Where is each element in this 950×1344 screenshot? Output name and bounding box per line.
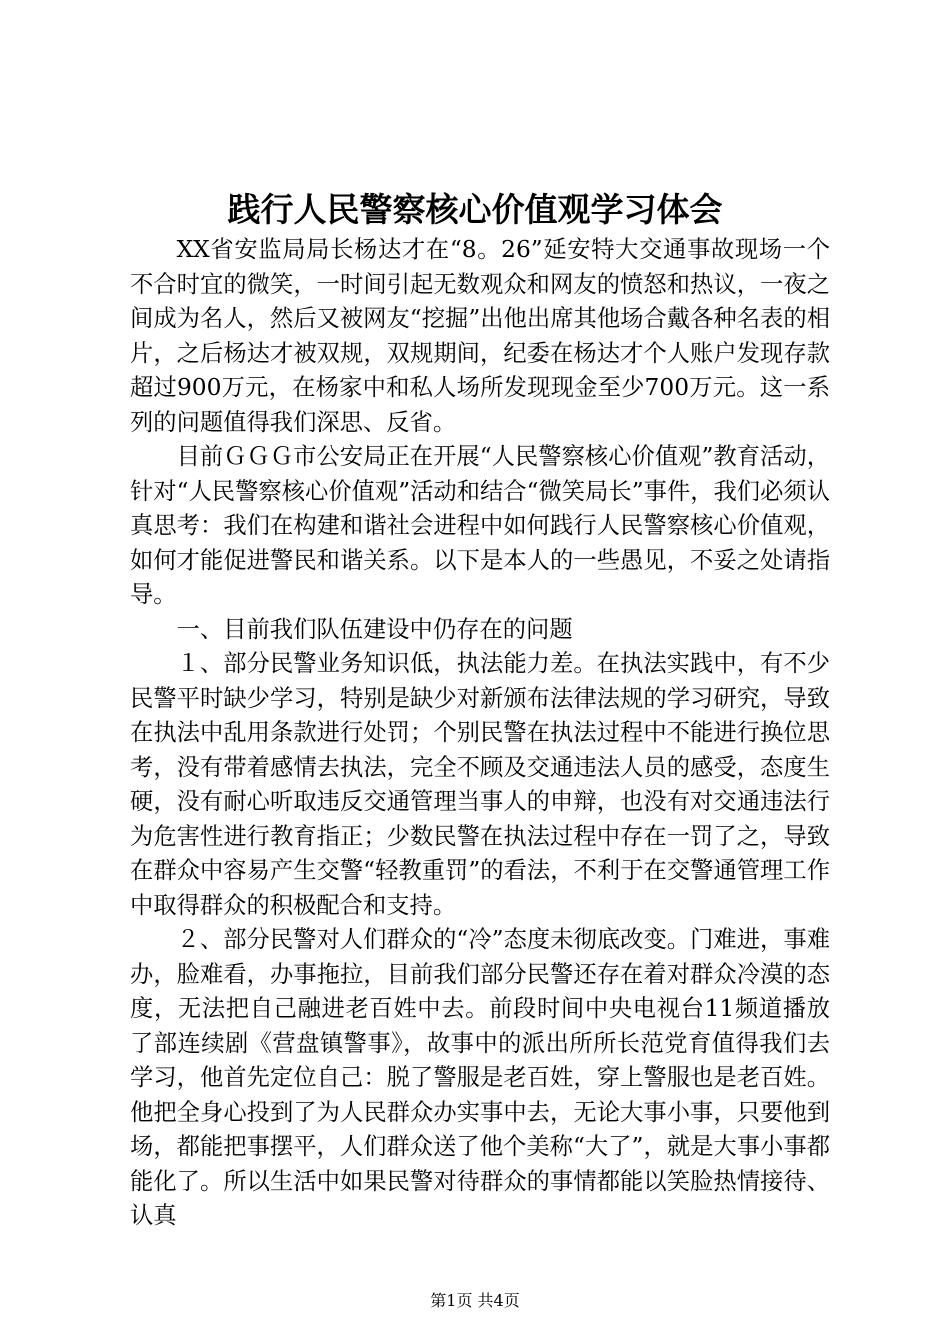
paragraph-point-2: ２、部分民警对人们群众的“冷”态度未彻底改变。门难进，事难办，脸难看，办事拖拉，目前我们部分民警还存在着对群众冷漠的态度，无法把自己融进老百姓中去。前段时间中央电视台11频道播放了部连续剧《营盘镇警事》，故事中的派出所所长范党育值得我们去学习，他首先定位自己：脱了警服是老百姓，穿上警服也是老百姓。他把全身心投到了为人民群众办实事中去，无论大事小事，只要他到场，都能把事摆平，人们群众送了他个美称“大了”，就是大事小事都能化了。所以生活中如果民警对待群众的事情都能以笑脸热情接待、认真 [130, 926, 830, 1229]
paragraph-intro: XX省安监局局长杨达才在“8。26”延安特大交通事故现场一个不合时宜的微笑，一时间引起无数观众和网友的愤怒和热议，一夜之间成为名人，然后又被网友“挖掘”出他出席其他场合戴各种名表的相片，之后杨达才被双规，双规期间，纪委在杨达才个人账户发现存款超过900万元，在杨家中和私人场所发现现金至少700万元。这一系列的问题值得我们深思、反省。 [130, 236, 830, 436]
page-footer: 第1页 共4页 [430, 1291, 520, 1310]
section-heading: 一、目前我们队伍建设中仍存在的问题 [176, 615, 573, 643]
paragraph-background: 目前ＧＧＧ市公安局正在开展“人民警察核心价值观”教育活动，针对“人民警察核心价值观”活动和结合“微笑局长”事件，我们必须认真思考：我们在构建和谐社会进程中如何践行人民警察核心价值观，如何才能促进警民和谐关系。以下是本人的一些愚见，不妥之处请指导。 [130, 443, 830, 608]
paragraph-point-1: １、部分民警业务知识低，执法能力差。在执法实践中，有不少民警平时缺少学习，特别是缺少对新颁布法律法规的学习研究，导致在执法中乱用条款进行处罚；个别民警在执法过程中不能进行换位思考，没有带着感情去执法，完全不顾及交通违法人员的感受，态度生硬，没有耐心听取违反交通管理当事人的申辩，也没有对交通违法行为危害性进行教育指正；少数民警在执法过程中存在一罚了之，导致在群众中容易产生交警“轻教重罚”的看法，不利于在交警通管理工作中取得群众的积极配合和支持。 [130, 650, 830, 919]
document-title: 践行人民警察核心价值观学习体会 [227, 190, 723, 229]
document-body [130, 233, 830, 1234]
